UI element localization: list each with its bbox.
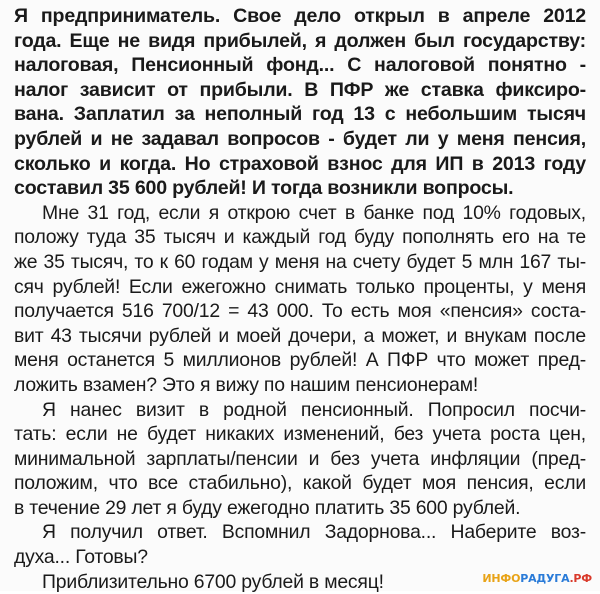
- intro-line: налог зависит от прибыли. В ПФР же ставка фиксиро-: [14, 78, 586, 101]
- article-text: [14, 4, 586, 594]
- paragraph-answer: [14, 520, 586, 569]
- paragraph-line: меня останется 5 миллионов рублей! А ПФР что может пред-: [14, 349, 586, 372]
- paragraph-line: Я нанес визит в родной пенсионный. Попросил посчи-: [42, 398, 586, 421]
- intro-line: Я предприниматель. Свое дело открыл в апреле 2012: [14, 5, 586, 27]
- paragraph-line: Приблизительно 6700 рублей в месяц!: [42, 570, 384, 593]
- paragraph-line: положу туда 35 тысяч и каждый год буду пополнять его на те: [14, 226, 586, 249]
- intro-line: сколько и когда. Но страховой взнос для ИП в 2013 году: [14, 152, 586, 175]
- paragraph-line: Мне 31 год, если я открою счет в банке под 10% годовых,: [42, 201, 586, 224]
- intro-line: составил 35 600 рублей! И тогда возникли вопросы.: [14, 177, 514, 200]
- paragraph-line: тать: если не будет никаких изменений, без учета роста цен,: [14, 423, 586, 446]
- paragraph-visit: [14, 398, 586, 521]
- paragraph-line: положим, что все стабильно), какой будет моя пенсия, если: [14, 472, 586, 495]
- watermark-part: РАДУГА: [520, 572, 570, 585]
- intro-line: рублей и не задавал вопросов - будет ли у меня пенсия,: [14, 127, 586, 150]
- intro-line: года. Еще не видя прибылей, я должен был государству:: [14, 29, 586, 52]
- article-intro: [14, 4, 586, 201]
- paragraph-line: духа... Готовы?: [14, 546, 148, 569]
- watermark-part: ИНФО: [482, 572, 521, 585]
- intro-line: налоговая, Пенсионный фонд... С налоговой понятно -: [14, 54, 586, 77]
- paragraph-line: сяч рублей! Если ежегожно снимать только проценты, у меня: [14, 275, 586, 298]
- watermark-logo: [482, 572, 592, 585]
- paragraph-line: минимальной зарплаты/пенсии и без учета инфляции (пред-: [14, 447, 586, 470]
- watermark-part: .РФ: [569, 572, 592, 585]
- paragraph-line: в течение 29 лет я буду ежегодно платить 35 600 рублей.: [14, 496, 521, 519]
- intro-line: вана. Заплатил за неполный год 13 с небольшим тысяч: [14, 103, 586, 126]
- paragraph-savings: [14, 201, 586, 398]
- paragraph-line: получается 516 700/12 = 43 000. То есть моя «пенсия» соста-: [14, 300, 586, 323]
- paragraph-line: ложить взамен? Это я вижу по нашим пенсионерам!: [14, 373, 479, 396]
- paragraph-line: же 35 тысяч, то к 60 годам у меня на счету будет 5 млн 167 ты-: [14, 250, 586, 273]
- paragraph-line: вит 43 тысячи рублей и моей дочери, а может, и внукам после: [14, 324, 586, 347]
- paragraph-line: Я получил ответ. Вспомнил Задорнова... Наберите воз-: [42, 521, 586, 544]
